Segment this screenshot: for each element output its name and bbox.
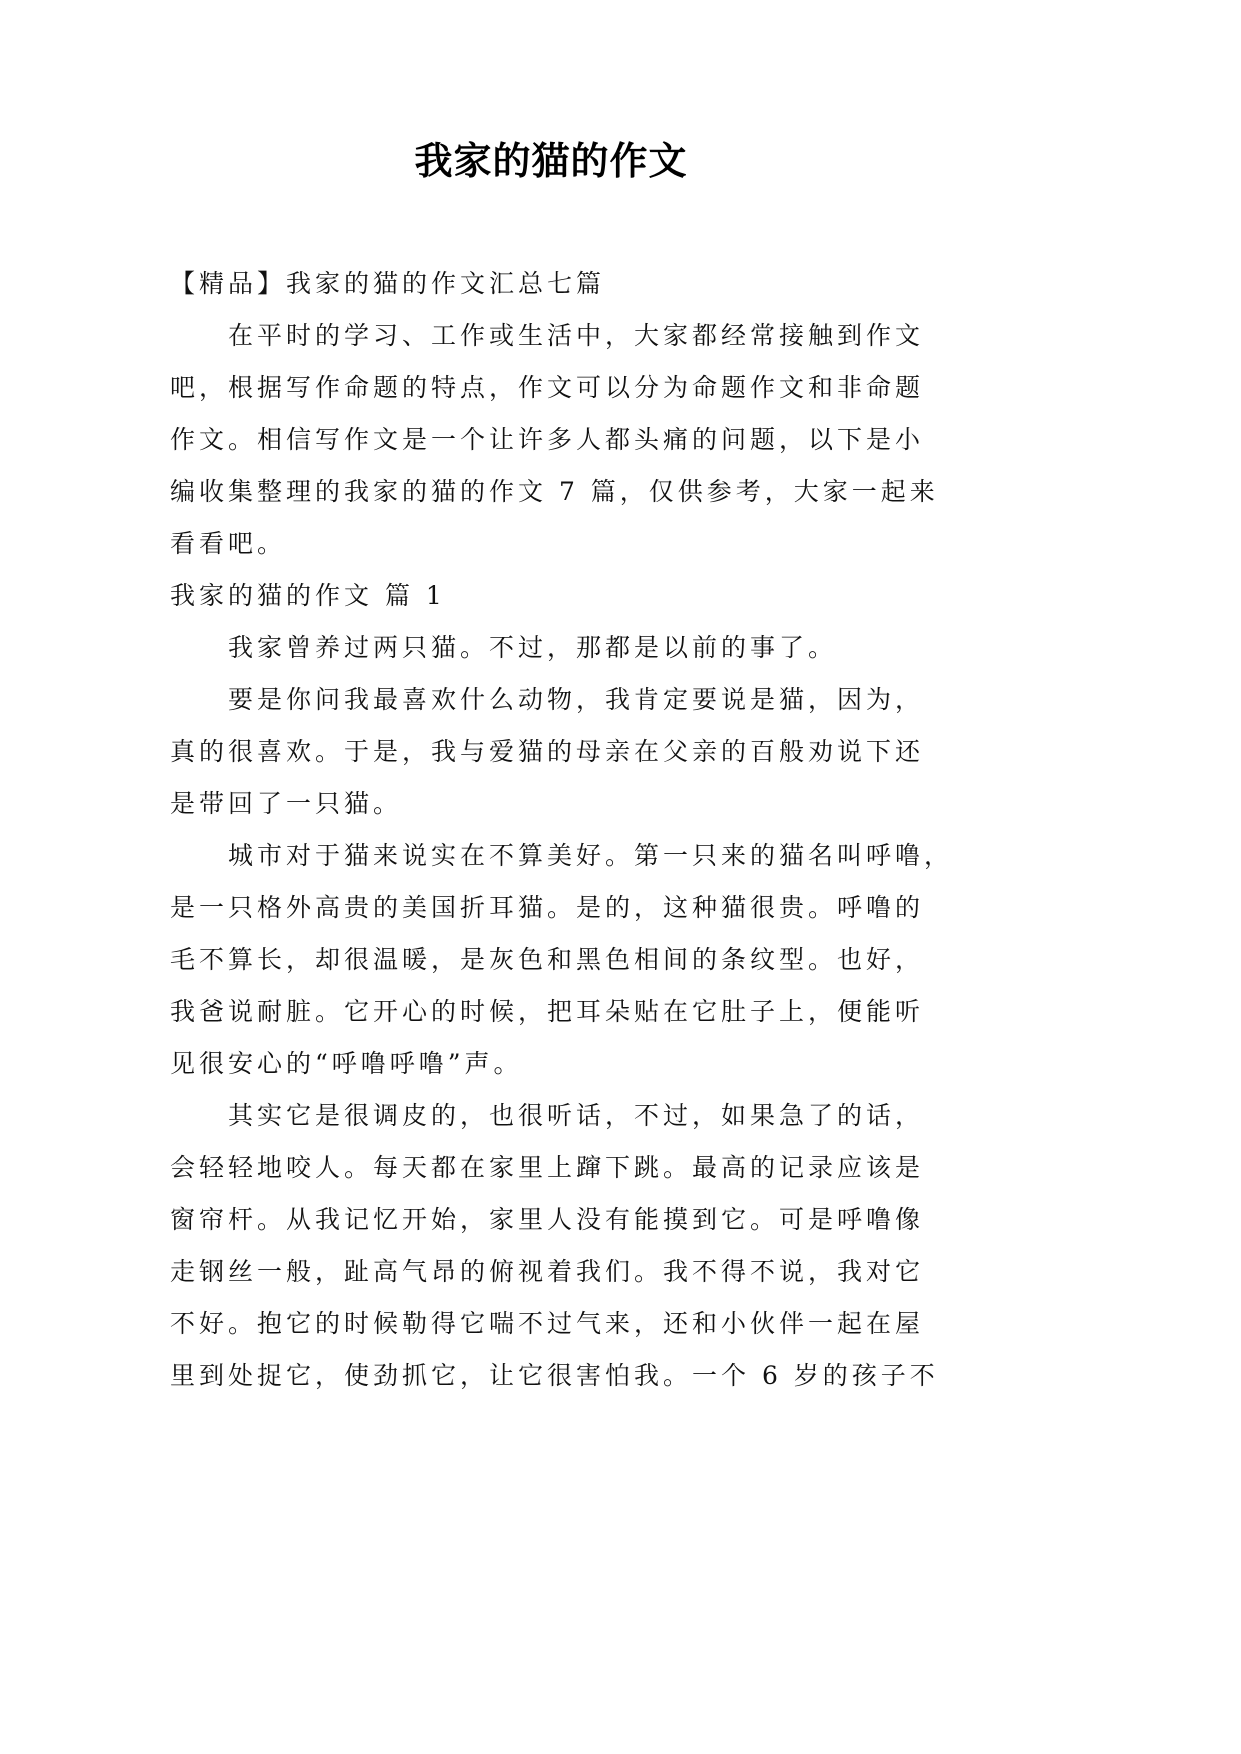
- paragraph-line: 其实它是很调皮的，也很听话，不过，如果急了的话，: [228, 1101, 925, 1130]
- paragraph-line: 走钢丝一般，趾高气昂的俯视着我们。我不得不说，我对它: [170, 1257, 925, 1286]
- paragraph-line: 里到处捉它，使劲抓它，让它很害怕我。一个 6 岁的孩子不: [170, 1361, 939, 1390]
- paragraph-line: 是一只格外高贵的美国折耳猫。是的，这种猫很贵。呼噜的: [170, 893, 925, 922]
- section-heading: 我家的猫的作文 篇 1: [170, 581, 446, 610]
- intro-line: 在平时的学习、工作或生活中，大家都经常接触到作文: [228, 321, 925, 350]
- paragraph-line: 毛不算长，却很温暖，是灰色和黑色相间的条纹型。也好，: [170, 945, 925, 974]
- paragraph-line: 要是你问我最喜欢什么动物，我肯定要说是猫，因为，: [228, 685, 925, 714]
- document-subtitle: 【精品】我家的猫的作文汇总七篇: [170, 269, 606, 298]
- paragraph-line: 是带回了一只猫。: [170, 789, 403, 818]
- document-title: 我家的猫的作文: [414, 138, 688, 183]
- paragraph-line: 见很安心的“呼噜呼噜”声。: [170, 1049, 523, 1078]
- intro-line: 吧，根据写作命题的特点，作文可以分为命题作文和非命题: [170, 373, 925, 402]
- intro-line: 看看吧。: [170, 529, 287, 558]
- intro-line: 编收集整理的我家的猫的作文 7 篇，仅供参考，大家一起来: [170, 477, 939, 506]
- paragraph-line: 我家曾养过两只猫。不过，那都是以前的事了。: [228, 633, 838, 662]
- document-body: [170, 258, 954, 1402]
- paragraph-line: 窗帘杆。从我记忆开始，家里人没有能摸到它。可是呼噜像: [170, 1205, 925, 1234]
- paragraph-line: 城市对于猫来说实在不算美好。第一只来的猫名叫呼噜，: [228, 841, 954, 870]
- paragraph-line: 会轻轻地咬人。每天都在家里上蹿下跳。最高的记录应该是: [170, 1153, 925, 1182]
- intro-line: 作文。相信写作文是一个让许多人都头痛的问题，以下是小: [170, 425, 925, 454]
- paragraph-line: 我爸说耐脏。它开心的时候，把耳朵贴在它肚子上，便能听: [170, 997, 925, 1026]
- paragraph-line: 不好。抱它的时候勒得它喘不过气来，还和小伙伴一起在屋: [170, 1309, 925, 1338]
- paragraph-line: 真的很喜欢。于是，我与爱猫的母亲在父亲的百般劝说下还: [170, 737, 925, 766]
